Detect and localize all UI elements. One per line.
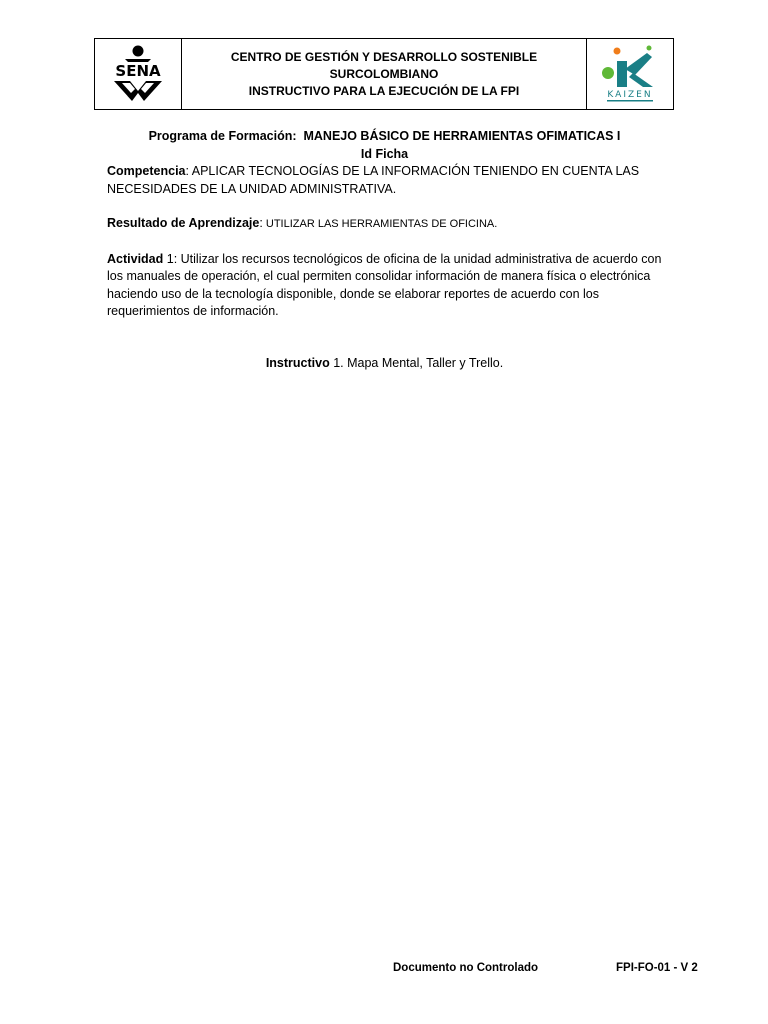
header-line-3: INSTRUCTIVO PARA LA EJECUCIÓN DE LA FPI [248, 83, 520, 98]
actividad-paragraph [107, 251, 662, 321]
resultado-paragraph [107, 215, 662, 234]
footer-form-code: FPI-FO-01 - V 2 [616, 962, 698, 974]
header-line-1: CENTRO DE GESTIÓN Y DESARROLLO SOSTENIBLE [230, 49, 538, 64]
header-title [182, 39, 586, 109]
instructivo-text: 1. Mapa Mental, Taller y Trello. [329, 355, 504, 370]
instructivo-line [107, 355, 662, 373]
document-body [107, 128, 662, 372]
kaizen-logo [597, 43, 663, 105]
resultado-colon: : [259, 216, 263, 230]
document-header [94, 38, 674, 110]
program-line [107, 128, 662, 146]
competencia-text: : APLICAR TECNOLOGÍAS DE LA INFORMACIÓN TENIENDO EN CUENTA LAS NECESIDADES DE LA UNIDAD ADMINISTRATIVA. [107, 164, 640, 196]
actividad-label: Actividad [107, 251, 164, 266]
sena-logo-cell [95, 39, 182, 109]
program-label: Programa de Formación: [148, 129, 297, 143]
actividad-text: 1: Utilizar los recursos tecnológicos de oficina de la unidad administrativa de acuerdo con los manuales de operación, el cual permiten consolidar información de manera física o electrónica haciendo uso de la tecnología disponible, donde se elaborar reportes de acuerdo con los requerimientos de información. [107, 251, 662, 318]
program-name: MANEJO BÁSICO DE HERRAMIENTAS OFIMATICAS I [303, 129, 621, 143]
id-ficha: Id Ficha [360, 146, 409, 161]
resultado-text: UTILIZAR LAS HERRAMIENTAS DE OFICINA. [262, 218, 498, 230]
footer-document-status: Documento no Controlado [393, 962, 539, 974]
resultado-label: Resultado de Aprendizaje [107, 216, 260, 230]
competencia-paragraph [107, 163, 662, 198]
header-line-2: SURCOLOMBIANO [329, 66, 439, 81]
instructivo-label: Instructivo [265, 355, 330, 370]
sena-logo-text: SENA [115, 62, 161, 80]
sena-logo [100, 43, 176, 105]
competencia-label: Competencia [107, 164, 186, 178]
kaizen-logo-cell [586, 39, 673, 109]
kaizen-logo-text: KAIZEN [607, 90, 653, 100]
